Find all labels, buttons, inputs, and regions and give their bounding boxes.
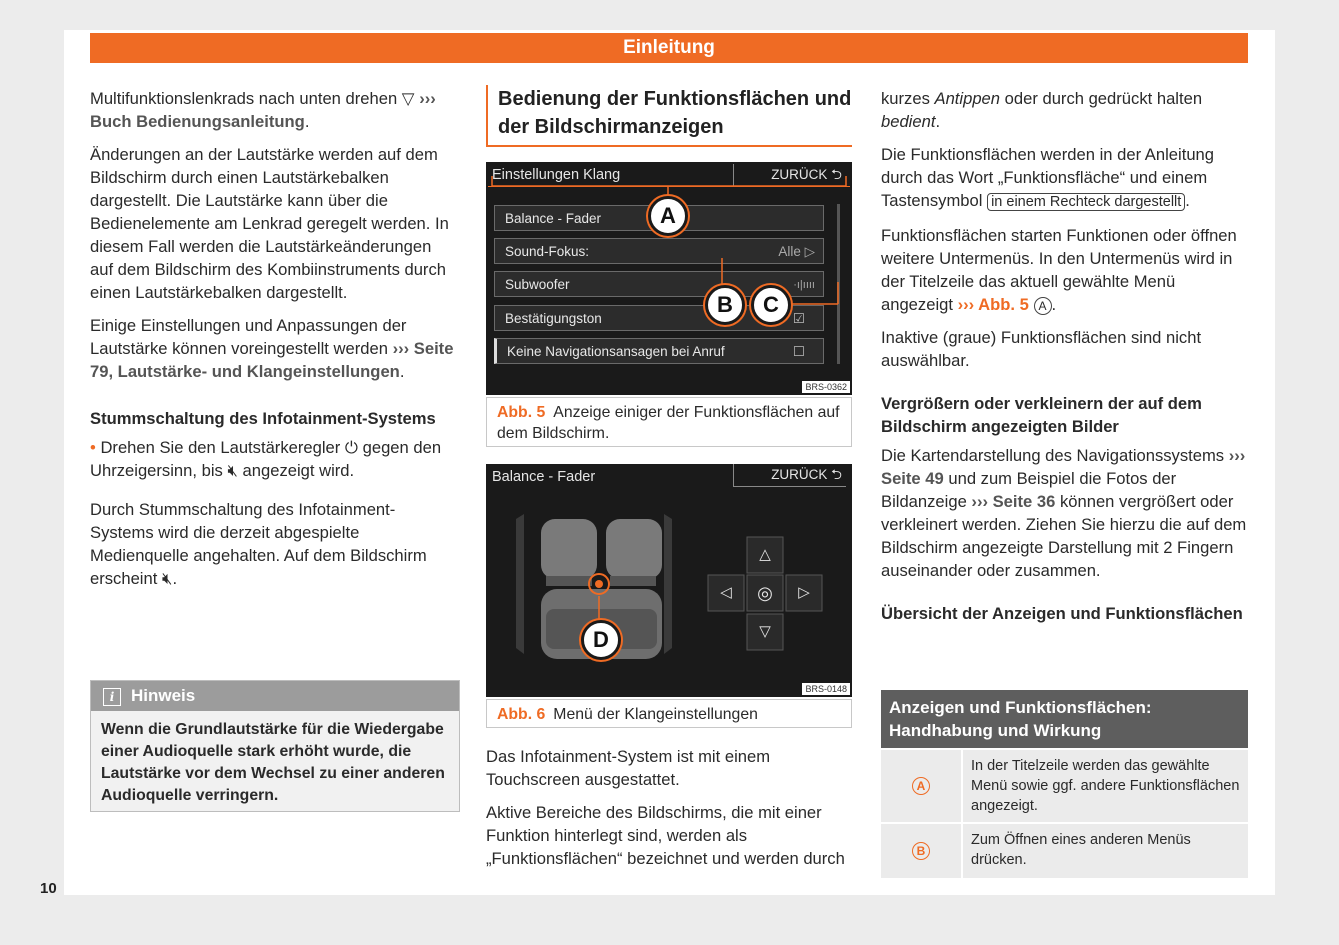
table-row — [881, 748, 1248, 822]
paragraph: Die Funktionsflächen werden in der Anleitung durch das Wort „Funktionsfläche“ und einem Tastensymbol in einem Rechteck dargestellt . — [881, 145, 1215, 210]
figure-5-screen — [486, 162, 852, 395]
page-number: 10 — [40, 880, 57, 897]
paragraph: Inaktive (graue) Funktionsflächen sind nicht auswählbar. — [881, 328, 1202, 370]
figure-6-caption: Abb. 6 Menü der Klangeinstellungen — [486, 699, 852, 728]
callout-b-marker: B — [912, 842, 930, 860]
page-link[interactable]: ››› Seite 36 — [971, 492, 1056, 511]
right-column — [881, 87, 1248, 631]
screen-title: Einstellungen Klang — [492, 167, 621, 183]
arrow-up-button[interactable]: △ — [759, 546, 771, 563]
bullet-item: • Drehen Sie den Lautstärkeregler ⏻ gegen den Uhrzeigersinn, bis 🔇︎ angezeigt wird. — [90, 438, 442, 480]
paragraph: Einige Einstellungen und Anpassungen der Lautstärke können voreingestellt werden ››› Seite 79, Lautstärke- und Klangeinstellungen. — [90, 316, 454, 381]
paragraph: Änderungen an der Lautstärke werden auf dem Bildschirm durch einen Lautstärkebalken dargestellt. Die Lautstärke kann über die Bedienelemente am Lenkrad geregelt werden. In diesem Fall werden die Lautstärkeänderungen auf dem Bildschirm des Kombiinstruments durch einen Lautstärkebalken dargestellt. — [90, 145, 449, 302]
paragraph: Durch Stummschaltung des Infotainment-Systems wird die derzeit abgespielte Medienquelle angehalten. Auf dem Bildschirm erscheint 🔇︎. — [90, 500, 427, 588]
info-icon: i — [103, 688, 121, 706]
function-row[interactable]: Subwoofer ·ı|ıııı — [494, 271, 824, 297]
arrow-down-button[interactable]: ▽ — [759, 623, 771, 640]
figure-5-caption: Abb. 5 Anzeige einiger der Funktionsflächen auf dem Bildschirm. — [486, 397, 852, 447]
figure-link[interactable]: ››› Abb. 5 — [957, 295, 1029, 314]
table-header: Anzeigen und Funktionsflächen: Handhabung und Wirkung — [881, 690, 1248, 748]
arrow-left-button[interactable]: ◁ — [720, 584, 732, 601]
table-cell: Zum Öffnen eines anderen Menüs drücken. — [961, 824, 1248, 878]
manual-link[interactable]: ››› Buch Bedienungsanleitung — [90, 89, 436, 131]
back-button[interactable]: ZURÜCK ⮌ — [733, 164, 846, 186]
note-box — [90, 680, 460, 812]
callout-a-marker: A — [912, 777, 930, 795]
paragraph: Aktive Bereiche des Bildschirms, die mit einer Funktion hinterlegt sind, werden als „Funktionsflächen“ bezeichnet und werden durch — [486, 803, 845, 868]
figure-6-screen — [486, 464, 852, 697]
bullet-icon: • — [90, 438, 96, 457]
function-row[interactable]: Sound-Fokus: Alle ▷ — [494, 238, 824, 264]
arrow-right-button[interactable]: ▷ — [798, 584, 810, 601]
checkbox-checked: ☑ — [792, 311, 805, 326]
function-row[interactable]: Keine Navigationsansagen bei Anruf ☐ — [494, 338, 824, 364]
table-cell: In der Titelzeile werden das gewählte Menü sowie ggf. andere Funktionsflächen angezeigt. — [961, 750, 1248, 822]
screen-title: Balance - Fader — [492, 469, 596, 485]
callout-a: A — [648, 196, 688, 236]
center-button[interactable]: ◎ — [757, 583, 773, 603]
paragraph: Das Infotainment-System ist mit einem Touchscreen ausgestattet. — [486, 747, 771, 789]
note-header: i Hinweis — [91, 681, 459, 711]
paragraph: Funktionsflächen starten Funktionen oder öffnen weitere Untermenüs. In den Untermenüs wird in der Titelzeile das aktuell gewählte Menü angezeigt ››› Abb. 5 A . — [881, 226, 1237, 314]
page-link[interactable]: ››› Seite 79, Lautstärke- und Klangeinstellungen — [90, 339, 454, 381]
page-link[interactable]: ››› Seite 49 — [881, 446, 1246, 488]
paragraph: kurzes Antippen oder durch gedrückt halten bedient. — [881, 89, 1203, 131]
function-row[interactable]: Bestätigungston ☑ — [494, 305, 824, 331]
figure-code: BRS-0362 — [802, 381, 850, 393]
paragraph: Die Kartendarstellung des Navigationssystems ››› Seite 49 und zum Beispiel die Fotos der Bildanzeige ››› Seite 36 können vergrößert oder verkleinert werden. Ziehen Sie hierzu die auf dem Bildschirm angezeigte Darstellung mit 2 Fingern auseinander oder zusammen. — [881, 446, 1247, 580]
mute-icon: 🔇︎ — [227, 461, 238, 480]
note-body: Wenn die Grundlautstärke für die Wiedergabe einer Audioquelle stark erhöht wurde, die Lautstärke vor dem Wechsel zu einer anderen Audioquelle verringern. — [101, 721, 445, 804]
overview-table — [881, 690, 1248, 878]
callout-b: B — [705, 285, 745, 325]
figure-code: BRS-0148 — [802, 683, 850, 695]
section-header: Einleitung — [90, 33, 1248, 63]
checkbox-unchecked: ☐ — [792, 344, 805, 359]
section-heading: Bedienung der Funktionsflächen und der Bildschirmanzeigen — [486, 85, 852, 147]
paragraph: Multifunktionslenkrads nach unten drehen ▽ ››› Buch Bedienungsanleitung. — [90, 89, 436, 131]
callout-a-inline: A — [1034, 297, 1052, 315]
left-column — [90, 87, 458, 600]
button-symbol: in einem Rechteck dargestellt — [987, 193, 1185, 211]
middle-text — [486, 745, 852, 880]
mute-icon: 🔇︎ — [161, 569, 173, 588]
callout-c: C — [751, 285, 791, 325]
function-row[interactable]: Balance - Fader — [494, 205, 824, 231]
subheading-mute: Stummschaltung des Infotainment-Systems — [90, 409, 436, 428]
back-button[interactable]: ZURÜCK ⮌ — [733, 464, 846, 487]
table-row — [881, 822, 1248, 878]
callout-d: D — [581, 620, 621, 660]
subheading-zoom: Vergrößern oder verkleinern der auf dem Bildschirm angezeigten Bilder — [881, 394, 1202, 436]
subheading-overview: Übersicht der Anzeigen und Funktionsflächen — [881, 604, 1243, 623]
